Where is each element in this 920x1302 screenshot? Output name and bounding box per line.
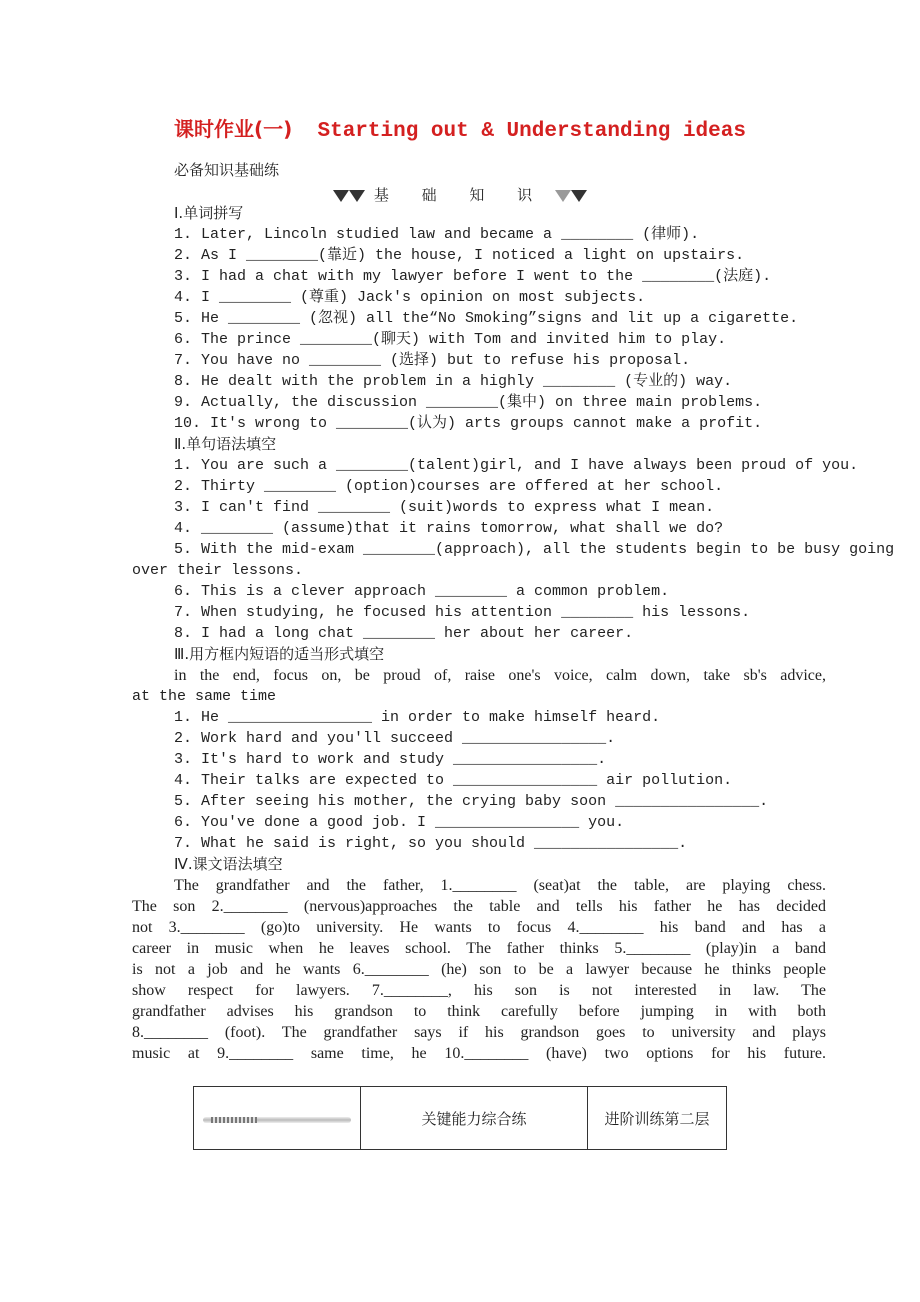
question-item: 3. I had a chat with my lawyer before I went to the ________(法庭). [174, 268, 772, 285]
question-item: 7. You have no ________ (选择) but to refuse his proposal. [174, 352, 691, 369]
phrase-box: at the same time [132, 688, 277, 705]
footer-cell: 进阶训练第二层 [588, 1087, 727, 1150]
question-item: 5. After seeing his mother, the crying baby soon ________________. [174, 793, 769, 810]
passage-line: not 3.________ (go)to university. He wants to focus 4.________ his band and has a [132, 919, 826, 936]
question-item: 3. I can't find ________ (suit)words to express what I mean. [174, 499, 715, 516]
passage-line: show respect for lawyers. 7.________, his son is not interested in law. The [132, 982, 826, 999]
triangle-down-icon [555, 190, 571, 202]
question-item: 4. I ________ (尊重) Jack's opinion on most subjects. [174, 289, 646, 306]
question-item: 6. This is a clever approach ________ a common problem. [174, 583, 670, 600]
triangle-down-icon [349, 190, 365, 202]
triangle-down-icon [333, 190, 349, 202]
title-en: Starting out & Understanding ideas [317, 120, 746, 143]
passage-line: grandfather advises his grandson to think carefully before jumping in with both [132, 1003, 826, 1020]
passage-line: 8.________ (foot). The grandfather says if his grandson goes to university and plays [132, 1024, 826, 1041]
question-item: 4. Their talks are expected to ________________ air pollution. [174, 772, 733, 789]
question-item: 7. When studying, he focused his attention ________ his lessons. [174, 604, 751, 621]
question-item: over their lessons. [132, 562, 304, 579]
passage-line: The son 2.________ (nervous)approaches the table and tells his father he has decided [132, 898, 826, 915]
title-cn: 课时作业(一) [174, 117, 293, 141]
question-item: 8. He dealt with the problem in a highly ________ (专业的) way. [174, 373, 733, 390]
question-item: 1. Later, Lincoln studied law and became a ________ (律师). [174, 226, 700, 243]
question-item: 4. ________ (assume)that it rains tomorrow, what shall we do? [174, 520, 724, 537]
question-item: 10. It's wrong to ________(认为) arts groups cannot make a profit. [174, 415, 763, 432]
section-banner [0, 184, 920, 205]
question-item: 2. Thirty ________ (option)courses are offered at her school. [174, 478, 724, 495]
passage-line: music at 9.________ same time, he 10.________ (have) two options for his future. [132, 1045, 826, 1062]
question-item: 8. I had a long chat ________ her about her career. [174, 625, 634, 642]
section-heading: Ⅳ.课文语法填空 [174, 855, 283, 873]
passage-line: The grandfather and the father, 1.________ (seat)at the table, are playing chess. [174, 877, 826, 894]
section-heading: Ⅲ.用方框内短语的适当形式填空 [174, 645, 385, 663]
subtitle: 必备知识基础练 [174, 161, 280, 179]
passage-line: is not a job and he wants 6.________ (he) son to be a lawyer because he thinks people [132, 961, 826, 978]
passage-line: career in music when he leaves school. The father thinks 5.________ (play)in a band [132, 940, 826, 957]
progress-bar-icon [203, 1117, 351, 1123]
section-heading: Ⅰ.单词拼写 [174, 204, 244, 222]
phrase-box: in the end, focus on, be proud of, raise one's voice, calm down, take sb's advice, [174, 667, 826, 684]
footer-cell: 关键能力综合练 [361, 1087, 588, 1150]
section-heading: Ⅱ.单句语法填空 [174, 435, 277, 453]
page-title [0, 113, 920, 143]
triangle-down-icon [571, 190, 587, 202]
question-item: 1. You are such a ________(talent)girl, and I have always been proud of you. [174, 457, 859, 474]
question-item: 9. Actually, the discussion ________(集中) on three main problems. [174, 394, 763, 411]
question-item: 2. Work hard and you'll succeed ________________. [174, 730, 616, 747]
question-item: 2. As I ________(靠近) the house, I noticed a light on upstairs. [174, 247, 745, 264]
footer-decoration [194, 1087, 361, 1150]
question-item: 6. The prince ________(聊天) with Tom and invited him to play. [174, 331, 727, 348]
question-item: 1. He ________________ in order to make himself heard. [174, 709, 661, 726]
question-item: 5. With the mid-exam ________(approach), all the students begin to be busy going [174, 541, 895, 558]
question-item: 5. He ________ (忽视) all the“No Smoking”signs and lit up a cigarette. [174, 310, 799, 327]
footer-table [193, 1086, 727, 1150]
banner-text: 基 础 知 识 [373, 186, 547, 204]
question-item: 6. You've done a good job. I ________________ you. [174, 814, 625, 831]
question-item: 7. What he said is right, so you should ________________. [174, 835, 688, 852]
question-item: 3. It's hard to work and study ________________. [174, 751, 607, 768]
